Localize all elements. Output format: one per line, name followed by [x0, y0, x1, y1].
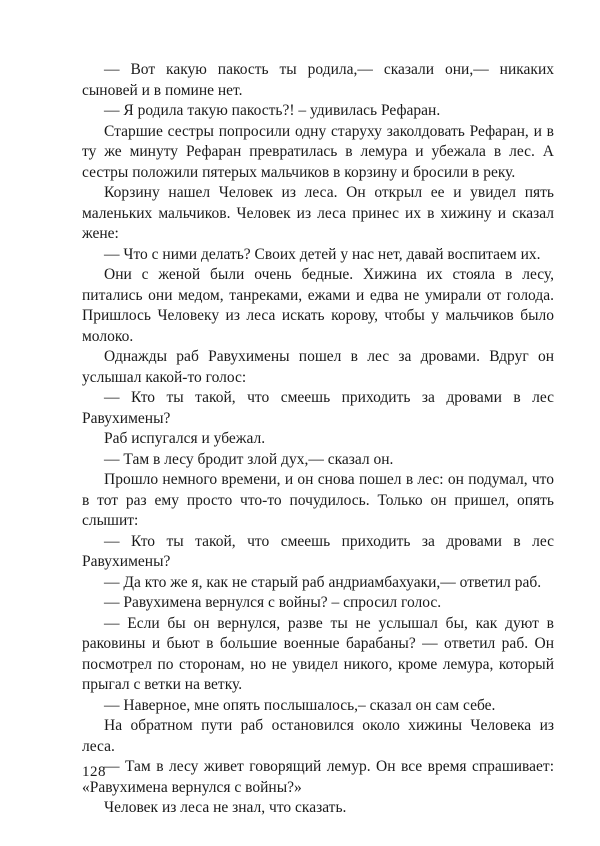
paragraph: — Равухимена вернулся с войны? – спросил голос.: [104, 594, 442, 611]
paragraph: — Кто ты такой, что смеешь приходить за дровами в лес Равухимены?: [82, 389, 554, 427]
paragraph: Корзину нашел Человек из леса. Он открыл ее и увидел пять маленьких мальчиков. Человек из леса принес их в хижину и сказал жене:: [82, 184, 554, 242]
paragraph: На обратном пути раб остановился около хижины Человека из леса.: [82, 717, 554, 755]
paragraph: Однажды раб Равухимены пошел в лес за дровами. Вдруг он услышал какой-то голос:: [82, 348, 554, 386]
paragraph: — Я родила такую пакость?! – удивилась Рефаран.: [104, 102, 441, 119]
paragraph: — Если бы он вернулся, разве ты не услышал бы, как дуют в раковины и бьют в большие военные барабаны? — ответил раб. Он посмотрел по сторонам, но не увидел никого, кроме лемура, который прыгал с ветки на ветку.: [82, 614, 554, 693]
paragraph: Раб испугался и убежал.: [104, 430, 266, 447]
page-number: 128: [82, 764, 106, 780]
paragraph: — Там в лесу живет говорящий лемур. Он все время спрашивает: «Равухимена вернулся с войны?»: [82, 758, 554, 796]
paragraph: — Кто ты такой, что смеешь приходить за дровами в лес Равухимены?: [82, 532, 554, 570]
paragraph: Старшие сестры попросили одну старуху заколдовать Рефаран, и в ту же минуту Рефаран превратилась в лемура и убежала в лес. А сестры положили пятерых мальчиков в корзину и бросили в реку.: [82, 122, 554, 181]
paragraph: — Вот какую пакость ты родила,— сказали они,— никаких сыновей и в помине нет.: [82, 61, 554, 99]
paragraph: Они с женой были очень бедные. Хижина их стояла в лесу, питались они медом, танреками, ежами и едва не умирали от голода. Пришлось Человеку из леса искать корову, чтобы у мальчиков было молоко.: [82, 266, 554, 345]
paragraph: Прошло немного времени, и он снова пошел в лес: он подумал, что в тот раз ему просто что-то почудилось. Только он пришел, опять слышит:: [82, 471, 554, 529]
paragraph: — Что с ними делать? Своих детей у нас нет, давай воспитаем их.: [104, 245, 541, 263]
paragraph: Человек из леса не знал, что сказать.: [104, 799, 347, 816]
page-text: [82, 60, 554, 819]
paragraph: — Наверное, мне опять послышалось,– сказал он сам себе.: [104, 696, 496, 714]
paragraph: — Да кто же я, как не старый раб андриамбахуаки,— ответил раб.: [104, 573, 542, 591]
paragraph: — Там в лесу бродит злой дух,— сказал он.: [104, 450, 394, 468]
